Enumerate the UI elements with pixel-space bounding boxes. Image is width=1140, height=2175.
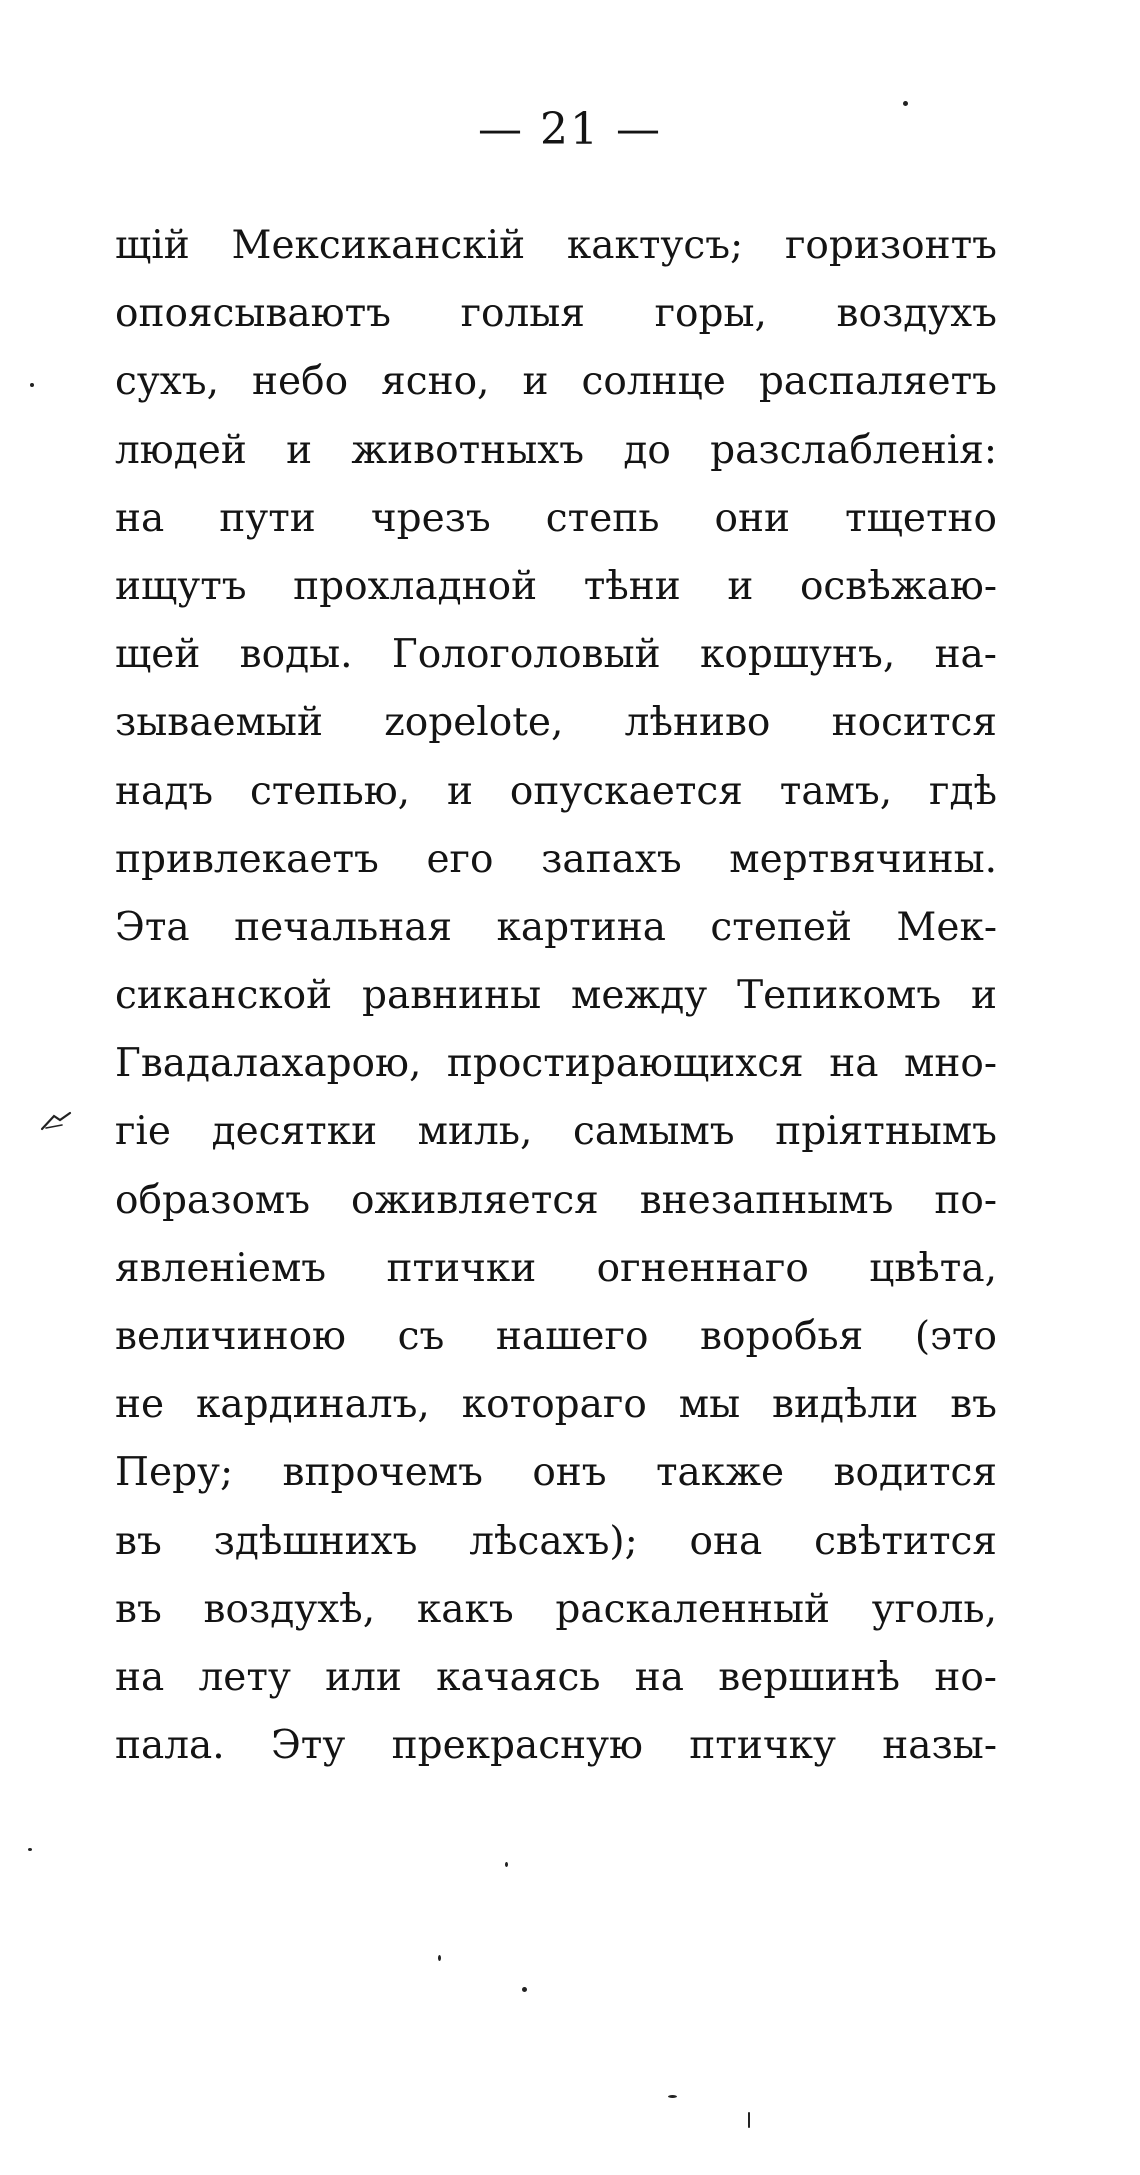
print-speck bbox=[30, 383, 34, 387]
print-speck bbox=[438, 1955, 441, 1961]
text-line: сиканской равнины между Тепикомъ и bbox=[115, 973, 997, 1019]
print-speck bbox=[668, 2095, 677, 2098]
margin-mark-icon bbox=[40, 1110, 74, 1132]
text-line: въ воздухѣ, какъ раскаленный уголь, bbox=[115, 1586, 997, 1632]
text-line: на пути чрезъ степь они тщетно bbox=[115, 495, 997, 541]
text-line: не кардиналъ, котораго мы видѣли въ bbox=[115, 1382, 997, 1428]
text-line: на лету или качаясь на вершинѣ но- bbox=[115, 1654, 997, 1700]
text-line: пала. Эту прекрасную птичку назы- bbox=[115, 1723, 997, 1769]
text-line: въ здѣшнихъ лѣсахъ); она свѣтится bbox=[115, 1518, 997, 1564]
print-speck bbox=[505, 1862, 508, 1867]
text-line: привлекаетъ его запахъ мертвячины. bbox=[115, 836, 997, 882]
text-line: величиною съ нашего воробья (это bbox=[115, 1314, 997, 1359]
text-line: надъ степью, и опускается тамъ, гдѣ bbox=[115, 768, 997, 814]
body-text bbox=[115, 212, 997, 1780]
print-speck bbox=[903, 101, 908, 106]
text-line: зываемый zopelote, лѣниво носится bbox=[115, 700, 997, 746]
text-line: гіе десятки миль, самымъ пріятнымъ bbox=[115, 1109, 997, 1155]
text-line: Эта печальная картина степей Мек- bbox=[115, 904, 997, 950]
text-line: явленіемъ птички огненнаго цвѣта, bbox=[115, 1245, 997, 1291]
print-speck bbox=[28, 1848, 32, 1851]
print-speck bbox=[522, 1987, 527, 1992]
text-line: людей и животныхъ до разслабленія: bbox=[115, 427, 997, 473]
text-line: Гвадалахарою, простирающихся на мно- bbox=[115, 1041, 997, 1087]
text-line: ищутъ прохладной тѣни и освѣжаю- bbox=[115, 563, 997, 609]
text-line: сухъ, небо ясно, и солнце распаляетъ bbox=[115, 359, 997, 405]
page-number: — 21 — bbox=[478, 104, 662, 155]
text-line: образомъ оживляется внезапнымъ по- bbox=[115, 1177, 997, 1223]
text-line: опоясываютъ голыя горы, воздухъ bbox=[115, 291, 997, 337]
text-line: Перу; впрочемъ онъ также водится bbox=[115, 1450, 997, 1496]
text-line: щей воды. Гологоловый коршунъ, на- bbox=[115, 632, 997, 678]
text-line: щій Мексиканскій кактусъ; горизонтъ bbox=[115, 223, 997, 268]
print-speck bbox=[748, 2112, 750, 2128]
